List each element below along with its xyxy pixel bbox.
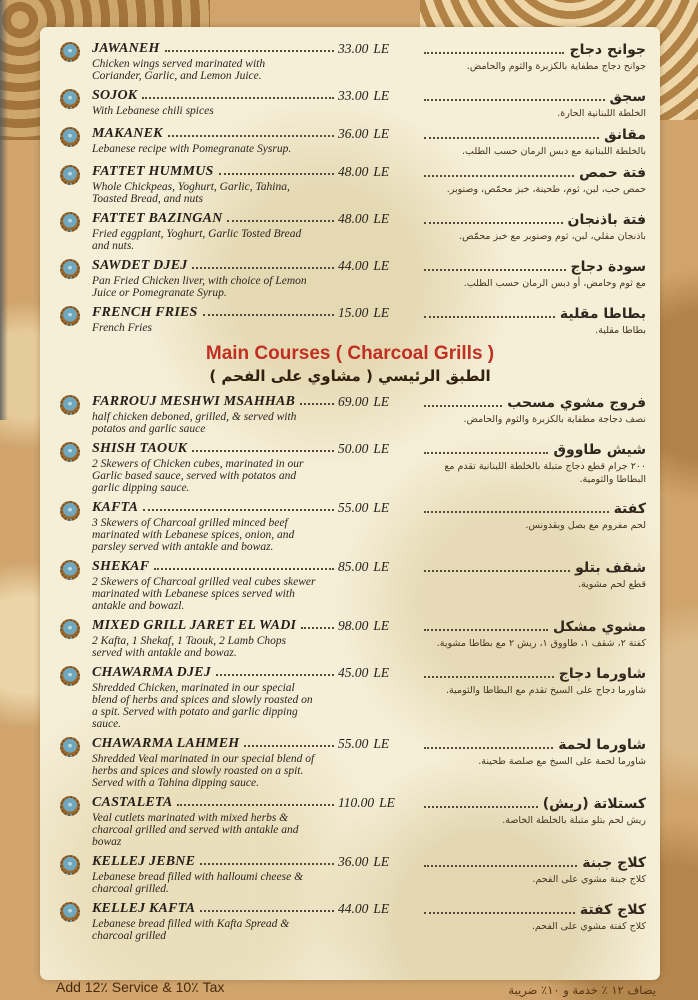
item-name-ar: شقف بتلو [575, 560, 646, 576]
dotted-leader [200, 863, 334, 865]
item-arabic-block [422, 394, 646, 426]
menu-item-row [40, 500, 660, 553]
item-price-value: 55.00 [338, 500, 369, 515]
item-arabic-block [422, 126, 646, 158]
item-arabic-block [422, 901, 646, 933]
item-name-en: FATTET HUMMUS [92, 164, 214, 179]
item-desc-en: Pan Fried Chicken liver, with choice of Lemon Juice or Pomegranate Syrup. [92, 275, 307, 299]
restaurant-seal-icon [60, 666, 80, 686]
item-price-currency: LE [373, 164, 390, 179]
restaurant-seal-icon [60, 737, 80, 757]
item-name-ar: سجق [609, 89, 646, 105]
item-name-ar: مشوي مشكل [553, 619, 646, 635]
item-price [338, 164, 422, 180]
restaurant-seal-icon [60, 501, 80, 521]
item-desc-ar: كلاج جبنة مشوي على الفحم. [532, 874, 646, 885]
item-price-currency: LE [373, 258, 390, 273]
item-desc-en: Shredded Chicken, marinated in our special blend of herbs and spices and slowly roasted on a spit. Served with potato and garlic dipping sauce. [92, 682, 313, 730]
item-arabic-block [422, 164, 646, 196]
item-arabic-block [422, 41, 646, 73]
item-price-value: 50.00 [338, 441, 369, 456]
item-price [338, 736, 422, 752]
menu-items [40, 41, 660, 942]
item-price-value: 44.00 [338, 258, 369, 273]
item-price-currency: LE [373, 126, 390, 141]
item-arabic-block [422, 88, 646, 120]
item-price [338, 126, 422, 142]
item-english-block [92, 126, 338, 155]
item-desc-ar: لحم مفروم مع بصل وبقدونس. [525, 520, 646, 531]
item-desc-en: 2 Skewers of Charcoal grilled veal cubes skewer marinated with Lebanese spices served with antakle and bowazl. [92, 576, 316, 612]
restaurant-seal-icon [60, 855, 80, 875]
section-header-ar: الطبق الرئيسي ( مشاوي على الفحم ) [209, 367, 491, 385]
item-desc-en: With Lebanese chili spices [92, 105, 214, 117]
item-price [338, 211, 422, 227]
dotted-leader [424, 405, 502, 407]
item-english-block [92, 394, 338, 435]
item-english-block [92, 164, 338, 205]
section-header-en: Main Courses ( Charcoal Grills ) [205, 343, 495, 364]
dotted-leader [424, 269, 566, 271]
item-desc-en: Shredded Veal marinated in our special blend of herbs and spices and slowly roasted on a spit. Served with a Tahina dipping sauce. [92, 753, 315, 789]
item-name-en: FARROUJ MESHWI MSAHHAB [92, 394, 296, 409]
item-arabic-block [422, 305, 646, 337]
restaurant-seal-icon [60, 165, 80, 185]
dotted-leader [219, 173, 334, 175]
dotted-leader [424, 222, 563, 224]
item-desc-ar: حمص حب، لبن، ثوم، طحينة، خبز محمّص، وصنوبر. [446, 184, 646, 195]
dotted-leader [200, 910, 334, 912]
item-price-currency: LE [373, 88, 390, 103]
item-desc-ar: قطع لحم مشوية. [577, 579, 646, 590]
item-arabic-block [422, 854, 646, 886]
item-price-value: 48.00 [338, 164, 369, 179]
menu-item-row [40, 211, 660, 252]
menu-item-row [40, 795, 660, 848]
item-price-currency: LE [373, 305, 390, 320]
item-name-en: FATTET BAZINGAN [92, 211, 223, 226]
item-price [338, 559, 422, 575]
item-price-value: 44.00 [338, 901, 369, 916]
restaurant-seal-icon [60, 259, 80, 279]
item-price-currency: LE [373, 901, 390, 916]
item-desc-en: 2 Skewers of Chicken cubes, marinated in our Garlic based sauce, served with potatos and garlic dipping sauce. [92, 458, 304, 494]
item-price-currency: LE [373, 618, 390, 633]
dotted-leader [192, 450, 334, 452]
dotted-leader [424, 629, 548, 631]
item-name-ar: شاورما لحمة [558, 737, 646, 753]
item-name-ar: مقانق [604, 127, 646, 143]
item-price [338, 618, 422, 634]
item-name-en: SHEKAF [92, 559, 150, 574]
item-name-ar: فتة حمص [579, 165, 646, 181]
item-desc-en: Veal cutlets marinated with mixed herbs & charcoal grilled and served with antakle and bowaz [92, 812, 299, 848]
dotted-leader [424, 865, 577, 867]
dotted-leader [424, 570, 570, 572]
dotted-leader [227, 220, 334, 222]
item-name-en: JAWANEH [92, 41, 160, 56]
item-price-currency: LE [373, 854, 390, 869]
menu-item-row [40, 441, 660, 494]
item-english-block [92, 795, 338, 848]
item-arabic-block [422, 211, 646, 243]
dotted-leader [424, 175, 574, 177]
item-price-value: 45.00 [338, 665, 369, 680]
dotted-leader [216, 674, 334, 676]
menu-item-row [40, 126, 660, 158]
dotted-leader [192, 267, 334, 269]
dotted-leader [143, 509, 334, 511]
item-price [338, 305, 422, 321]
dotted-leader [424, 912, 575, 914]
item-desc-en: half chicken deboned, grilled, & served with potatos and garlic sauce [92, 411, 297, 435]
item-price-value: 33.00 [338, 88, 369, 103]
item-price-value: 15.00 [338, 305, 369, 320]
item-name-en: KELLEJ KAFTA [92, 901, 196, 916]
item-price [338, 41, 422, 57]
item-desc-en: 2 Kafta, 1 Shekaf, 1 Taouk, 2 Lamb Chops served with antakle and bowaz. [92, 635, 287, 659]
item-desc-ar: نصف دجاجة مطفاية بالكزبرة والثوم والحامض. [463, 414, 646, 425]
item-desc-ar: مع ثوم وحامض، أو دبس الرمان حسب الطلب. [463, 278, 646, 289]
dotted-leader [424, 676, 554, 678]
item-desc-ar: الخلطة اللبنانية الحارة. [557, 108, 646, 119]
item-price-currency: LE [373, 211, 390, 226]
dotted-leader [300, 403, 334, 405]
item-name-en: KELLEJ JEBNE [92, 854, 196, 869]
item-name-ar: كفتة [613, 501, 646, 517]
item-desc-en: Lebanese recipe with Pomegranate Sysrup. [92, 143, 292, 155]
item-desc-en: Whole Chickpeas, Yoghurt, Garlic, Tahina, Toasted Bread, and nuts [92, 181, 290, 205]
item-price-currency: LE [373, 394, 390, 409]
item-arabic-block [422, 618, 646, 650]
item-name-ar: بطاطا مقلية [559, 306, 646, 322]
item-desc-en: French Fries [92, 322, 152, 334]
item-price-value: 55.00 [338, 736, 369, 751]
menu-item-row [40, 41, 660, 82]
menu-item-row [40, 394, 660, 435]
item-english-block [92, 901, 338, 942]
item-price [338, 901, 422, 917]
item-price-value: 36.00 [338, 854, 369, 869]
item-desc-ar: جوانح دجاج مطفاية بالكزبرة والثوم والحامض. [466, 61, 646, 72]
item-desc-ar: باذنجان مقلي، لبن، ثوم وصنوبر مع خبز محمّص. [459, 231, 646, 242]
dotted-leader [424, 747, 553, 749]
item-desc-en: Lebanese bread filled with halloumi cheese & charcoal grilled. [92, 871, 304, 895]
item-arabic-block [422, 258, 646, 290]
item-name-ar: كستلاتة (ريش) [542, 796, 646, 812]
item-name-en: CHAWARMA DJEJ [92, 665, 211, 680]
item-english-block [92, 854, 338, 895]
menu-item-row [40, 88, 660, 120]
item-price-currency: LE [379, 795, 395, 810]
item-desc-ar: شاورما لحمة على السيخ مع صلصة طحينة. [478, 756, 646, 767]
item-name-ar: كلاج كفتة [579, 902, 646, 918]
item-name-en: FRENCH FRIES [92, 305, 198, 320]
item-desc-ar: ريش لحم بتلو متبلة بالخلطة الخاصة. [502, 815, 646, 826]
restaurant-seal-icon [60, 89, 80, 109]
item-arabic-block [422, 795, 646, 827]
dotted-leader [301, 627, 334, 629]
item-price-value: 33.00 [338, 41, 369, 56]
item-arabic-block [422, 441, 646, 486]
item-arabic-block [422, 736, 646, 768]
restaurant-seal-icon [60, 442, 80, 462]
restaurant-seal-icon [60, 306, 80, 326]
item-english-block [92, 736, 338, 789]
item-price [338, 854, 422, 870]
dotted-leader [424, 52, 564, 54]
item-price [338, 665, 422, 681]
menu-item-row [40, 901, 660, 942]
item-price [338, 795, 422, 811]
item-name-en: MAKANEK [92, 126, 163, 141]
item-english-block [92, 665, 338, 730]
item-price [338, 394, 422, 410]
item-price-currency: LE [373, 41, 390, 56]
item-price [338, 258, 422, 274]
dotted-leader [424, 806, 538, 808]
item-name-ar: جوانح دجاج [569, 42, 646, 58]
item-name-ar: شيش طاووق [553, 442, 646, 458]
restaurant-seal-icon [60, 560, 80, 580]
item-price-value: 36.00 [338, 126, 369, 141]
item-name-ar: شاورما دجاج [558, 666, 646, 682]
item-desc-ar: بطاطا مقلية. [595, 325, 646, 336]
item-price-value: 69.00 [338, 394, 369, 409]
restaurant-seal-icon [60, 42, 80, 62]
menu-panel [40, 27, 660, 980]
item-english-block [92, 559, 338, 612]
dotted-leader [424, 99, 605, 101]
item-name-en: MIXED GRILL JARET EL WADI [92, 618, 297, 633]
item-desc-ar: بالخلطة اللبنانية مع دبس الرمان حسب الطلب. [462, 146, 646, 157]
restaurant-seal-icon [60, 127, 80, 147]
item-name-ar: فروج مشوي مسحب [507, 395, 646, 411]
item-price-value: 48.00 [338, 211, 369, 226]
item-arabic-block [422, 559, 646, 591]
item-name-en: CHAWARMA LAHMEH [92, 736, 240, 751]
menu-item-row [40, 736, 660, 789]
item-desc-en: Fried eggplant, Yoghurt, Garlic Tosted Bread and nuts. [92, 228, 302, 252]
item-name-en: SHISH TAOUK [92, 441, 188, 456]
item-desc-ar: ٢٠٠ جرام قطع دجاج متبلة بالخلطة اللبنانية تقدم مع البطاطا والثومية. [444, 461, 646, 485]
item-price [338, 500, 422, 516]
dotted-leader [177, 804, 334, 806]
item-price [338, 88, 422, 104]
item-desc-en: Chicken wings served marinated with Coriander, Garlic, and Lemon Juice. [92, 58, 266, 82]
item-desc-ar: كلاج كفتة مشوي على الفحم. [531, 921, 646, 932]
dotted-leader [424, 511, 609, 513]
item-english-block [92, 41, 338, 82]
item-desc-en: 3 Skewers of Charcoal grilled minced beef marinated with Lebanese spices, onion, and parsley served with antakle and bowaz. [92, 517, 295, 553]
item-price-value: 110.00 [338, 795, 375, 810]
dotted-leader [165, 50, 334, 52]
menu-item-row [40, 665, 660, 730]
item-name-en: CASTALETA [92, 795, 173, 810]
item-english-block [92, 88, 338, 117]
item-desc-en: Lebanese bread filled with Kafta Spread & charcoal grilled [92, 918, 290, 942]
item-arabic-block [422, 665, 646, 697]
item-name-en: KAFTA [92, 500, 139, 515]
item-price-currency: LE [373, 441, 390, 456]
dotted-leader [424, 137, 599, 139]
menu-item-row [40, 258, 660, 299]
menu-item-row [40, 164, 660, 205]
item-name-en: SOJOK [92, 88, 138, 103]
dotted-leader [154, 568, 334, 570]
menu-item-row [40, 559, 660, 612]
dotted-leader [168, 135, 334, 137]
restaurant-seal-icon [60, 212, 80, 232]
item-desc-ar: شاورما دجاج على السيخ تقدم مع البطاطا والثومية. [446, 685, 646, 696]
item-name-ar: سودة دجاج [570, 259, 646, 275]
item-price-value: 85.00 [338, 559, 369, 574]
item-price-currency: LE [373, 665, 390, 680]
item-price [338, 441, 422, 457]
item-price-currency: LE [373, 559, 390, 574]
restaurant-seal-icon [60, 395, 80, 415]
item-english-block [92, 500, 338, 553]
item-desc-ar: كفتة ٢، شقف ١، طاووق ١، ريش ٢ مع بطاطا مشوية. [436, 638, 646, 649]
menu-item-row [40, 854, 660, 895]
restaurant-seal-icon [60, 619, 80, 639]
section-header [40, 343, 660, 386]
item-english-block [92, 618, 338, 659]
item-price-currency: LE [373, 500, 390, 515]
footer-note-en: Add 12٪ Service & 10٪ Tax [56, 979, 225, 995]
menu-item-row [40, 618, 660, 659]
restaurant-seal-icon [60, 902, 80, 922]
item-english-block [92, 211, 338, 252]
item-name-ar: فتة باذنجان [567, 212, 646, 228]
item-english-block [92, 305, 338, 334]
item-price-currency: LE [373, 736, 390, 751]
dotted-leader [203, 314, 335, 316]
restaurant-seal-icon [60, 796, 80, 816]
dotted-leader [142, 97, 334, 99]
footer-note-ar: يضاف ١٢ ٪ خدمة و ١٠٪ ضريبة [508, 983, 656, 997]
menu-item-row [40, 305, 660, 337]
item-english-block [92, 258, 338, 299]
item-name-ar: كلاج جبنة [582, 855, 646, 871]
item-name-en: SAWDET DJEJ [92, 258, 188, 273]
dotted-leader [424, 452, 548, 454]
item-price-value: 98.00 [338, 618, 369, 633]
dotted-leader [424, 316, 555, 318]
item-english-block [92, 441, 338, 494]
item-arabic-block [422, 500, 646, 532]
dotted-leader [244, 745, 334, 747]
